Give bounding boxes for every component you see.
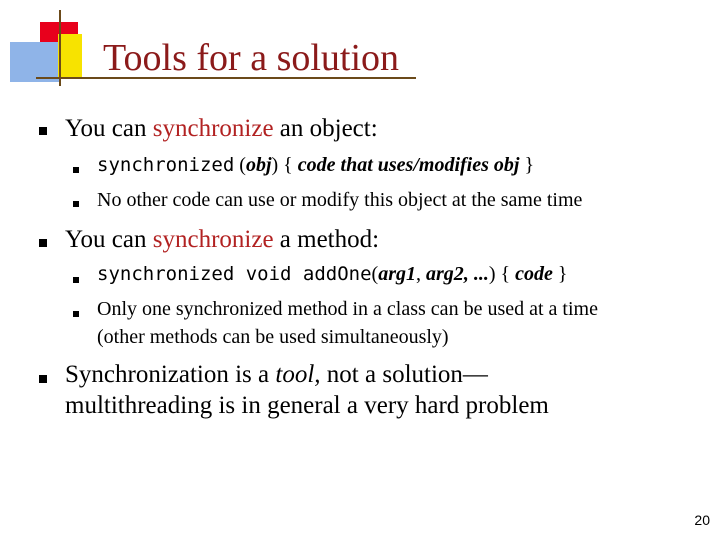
sub-bullet-icon [73, 277, 79, 283]
keyword-synchronize: synchronize [152, 115, 274, 142]
keyword-synchronize: synchronize [152, 226, 274, 253]
bullet-icon [39, 127, 47, 135]
sub-bullet-icon [73, 167, 79, 173]
logo-vertical-line [59, 10, 61, 86]
slide-title: Tools for a solution [103, 37, 400, 79]
logo-blue-square [10, 42, 60, 82]
sub-bullet-one-method: Only one synchronized method in a class can be used at a time (other methods can be used simultaneously) [97, 298, 598, 348]
bullet-synchronize-method: You can synchronize a method: [65, 226, 380, 253]
slide-logo [0, 0, 110, 95]
bullet-icon [39, 375, 47, 383]
page-number: 20 [694, 512, 710, 528]
sub-bullet-synchronized-method: synchronized void addOne(arg1, arg2, ...) { code } [97, 263, 568, 285]
logo-yellow-square [58, 34, 82, 78]
bullet-synchronize-object: You can synchronize an object: [65, 115, 378, 142]
bullet-synchronization-tool: Synchronization is a tool, not a solution— multithreading is in general a very hard problem [65, 361, 549, 419]
bullet-icon [39, 239, 47, 247]
sub-bullet-synchronized-block: synchronized (obj) { code that uses/modifies obj } [97, 154, 535, 176]
sub-bullet-no-other-code: No other code can use or modify this object at the same time [97, 189, 583, 211]
sub-bullet-icon [73, 201, 79, 207]
sub-bullet-icon [73, 311, 79, 317]
